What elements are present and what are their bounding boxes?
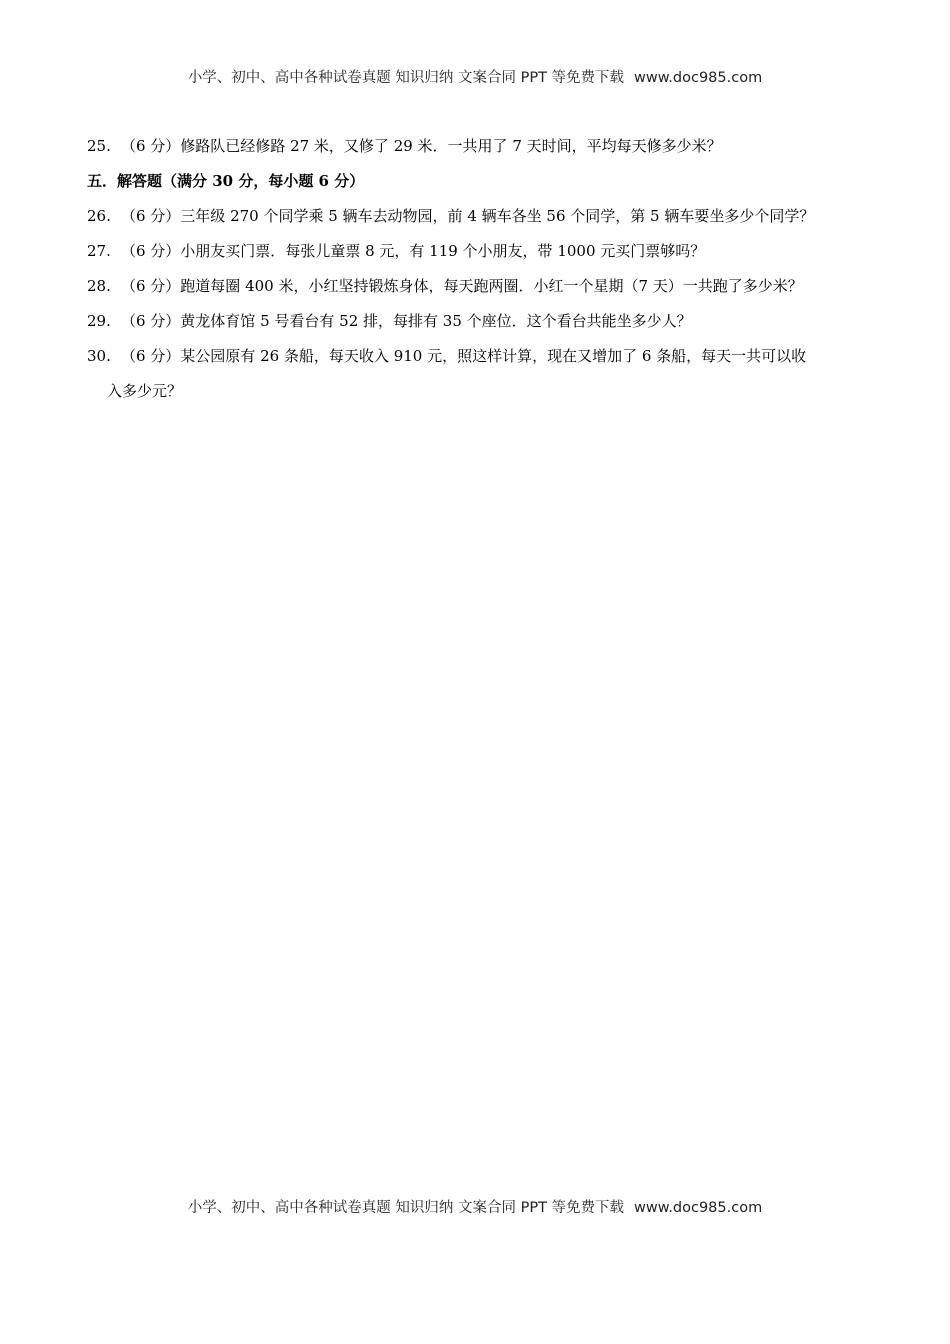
question-25 xyxy=(87,136,877,156)
page-header xyxy=(0,66,950,87)
question-26 xyxy=(87,206,877,226)
question-text: （6 分）黄龙体育馆 5 号看台有 52 排，每排有 35 个座位．这个看台共能坐多少人？ xyxy=(121,312,692,330)
question-number: 26. xyxy=(87,207,111,225)
question-number: 25. xyxy=(87,137,111,155)
question-text: （6 分）修路队已经修路 27 米，又修了 29 米．一共用了 7 天时间，平均每天修多少米？ xyxy=(121,137,722,155)
question-number: 27. xyxy=(87,242,111,260)
question-30-line xyxy=(87,346,877,366)
page-footer xyxy=(0,1196,950,1217)
header-url-link[interactable]: www.doc985.com xyxy=(634,70,763,86)
question-continuation: 入多少元？ xyxy=(107,382,183,400)
document-body xyxy=(87,136,877,401)
question-text: （6 分）小朋友买门票．每张儿童票 8 元，有 119 个小朋友，带 1000 元买门票够吗？ xyxy=(121,242,706,260)
question-number: 28. xyxy=(87,277,111,295)
question-30 xyxy=(87,346,877,401)
question-28 xyxy=(87,276,877,296)
section-title: 五．解答题（满分 30 分，每小题 6 分） xyxy=(87,172,365,190)
question-number: 29. xyxy=(87,312,111,330)
question-29 xyxy=(87,311,877,331)
question-text: （6 分）三年级 270 个同学乘 5 辆车去动物园，前 4 辆车各坐 56 个同学，第 5 辆车要坐多少个同学？ xyxy=(121,207,815,225)
question-number: 30. xyxy=(87,347,111,365)
question-text: （6 分）跑道每圈 400 米，小红坚持锻炼身体，每天跑两圈．小红一个星期（7 天）一共跑了多少米？ xyxy=(121,277,803,295)
footer-url-link[interactable]: www.doc985.com xyxy=(634,1200,763,1216)
question-27 xyxy=(87,241,877,261)
header-text: 小学、初中、高中各种试卷真题 知识归纳 文案合同 PPT 等免费下载 xyxy=(187,70,625,86)
question-text: （6 分）某公园原有 26 条船，每天收入 910 元，照这样计算，现在又增加了 6 条船，每天一共可以收 xyxy=(121,347,807,365)
footer-text: 小学、初中、高中各种试卷真题 知识归纳 文案合同 PPT 等免费下载 xyxy=(187,1200,625,1216)
